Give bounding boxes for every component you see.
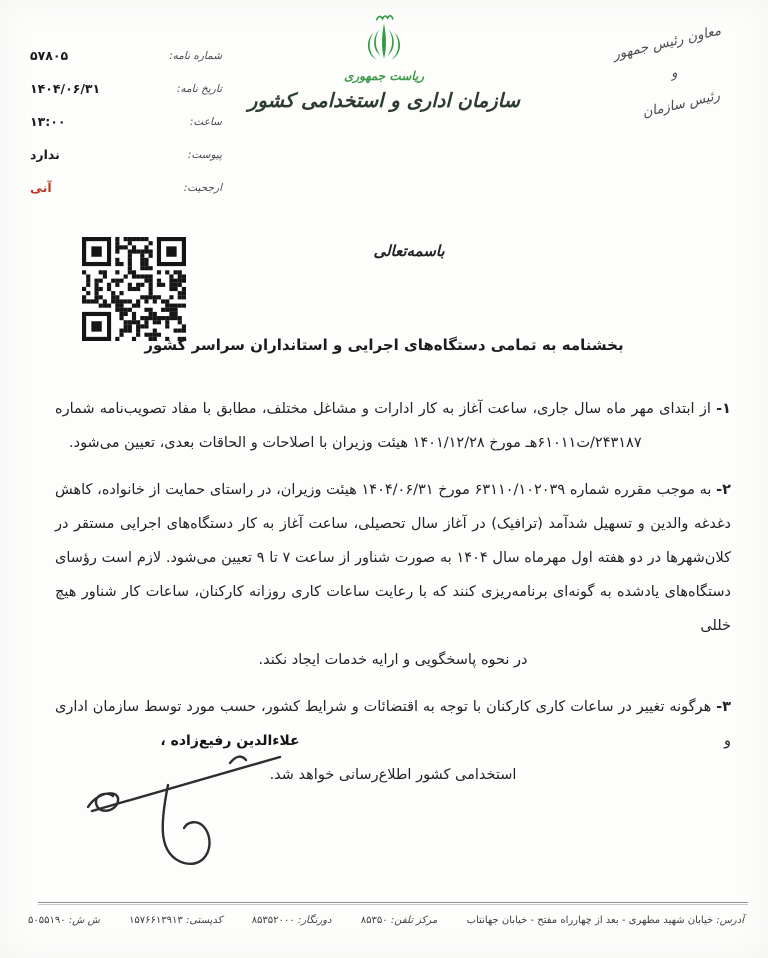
letterhead-center (234, 13, 534, 112)
bismillah-text: باسمه‌تعالی (373, 242, 445, 260)
meta-row-priority (30, 176, 230, 209)
footer-divider (38, 902, 748, 905)
footer-value: ۸۵۳۵۰ (360, 915, 388, 926)
role-line-1: معاون رئیس جمهور (611, 22, 723, 64)
meta-row-time (30, 110, 230, 143)
footer-value: ۵۰۵۵۱۹۰ (28, 915, 66, 926)
footer-value: خیابان شهید مطهری - بعد از چهارراه مفتح - خیابان جهانتاب (466, 915, 714, 926)
paragraph-line (55, 473, 731, 507)
meta-label: ساعت: (189, 116, 222, 128)
footer-phone-center (361, 915, 438, 926)
priority-value: آنی (30, 180, 52, 195)
footer-postal-code (129, 915, 222, 926)
signatory-name: علاءالدین رفیع‌زاده ، (160, 733, 300, 749)
paragraph-number: ۲- (716, 482, 731, 498)
paragraph-number: ۳- (716, 699, 732, 715)
letter-subject: بخشنامه به تمامی دستگاه‌های اجرایی و استانداران سراسر کشور (144, 336, 624, 354)
letter-time-value: ۱۳:۰۰ (30, 114, 66, 129)
meta-label: شماره نامه: (169, 50, 222, 62)
letter-number-value: ۵۷۸۰۵ (30, 48, 69, 63)
paragraph-line: دغدغه والدین و تسهیل شدآمد (ترافیک) در آغاز سال تحصیلی، ساعت آغاز به کار دستگاه‌های اجرایی مستقر در (55, 516, 731, 532)
handwritten-signature (80, 733, 290, 878)
footer-value: ۸۵۳۵۲۰۰۰ (251, 915, 295, 926)
iran-emblem-icon (362, 13, 406, 65)
meta-label: پیوست: (187, 149, 222, 161)
letter-date-value: ۱۴۰۴/۰۶/۳۱ (30, 81, 101, 96)
org-name: سازمان اداری و استخدامی کشور (248, 89, 520, 113)
paragraph-line-text: هرگونه تغییر در ساعات کاری کارکنان با توجه به اقتضائات و شرایط کشور، حسب مورد توسط سازمان اداری و (55, 699, 731, 749)
meta-row-date (30, 77, 230, 110)
attachment-value: ندارد (30, 147, 60, 162)
paragraph-1 (55, 392, 731, 460)
paragraph-line: در نحوه پاسخگویی و ارایه خدمات ایجاد نکند. (258, 652, 528, 668)
footer-label: دورنگار: (297, 915, 332, 926)
footer-label: کدپستی: (185, 915, 223, 926)
role-line-2: و (669, 65, 679, 82)
paragraph-line (55, 392, 731, 426)
meta-row-attachment (30, 143, 230, 176)
meta-row-number (30, 44, 230, 77)
meta-label: ارجحیت: (183, 182, 222, 194)
footer-label: آدرس: (716, 915, 744, 926)
paragraph-line: کلان‌شهرها در دو هفته اول مهرماه سال ۱۴۰۴ به صورت شناور از ساعت ۷ تا ۹ تعیین می‌شود. لازم است رؤسای (55, 550, 731, 566)
role-line-3: رئیس سازمان (640, 87, 722, 121)
paragraph-line-text: از ابتدای مهر ماه سال جاری، ساعت آغاز به کار ادارات و مشاغل مختلف، مطابق با مفاد تصویب‌نامه شماره (55, 401, 711, 417)
letter-meta-block (30, 44, 230, 209)
footer-registry-number (28, 915, 100, 926)
footer-value: ۱۵۷۶۶۱۳۹۱۳ (129, 915, 183, 926)
meta-label: تاریخ نامه: (176, 83, 222, 95)
signatory-role-block (587, 17, 761, 130)
qr-code (82, 237, 186, 341)
paragraph-line: دستگاه‌های یادشده به گونه‌ای برنامه‌ریزی کنند که با رعایت ساعات کاری روزانه کارکنان، ساعات کار شناور هیچ خللی (55, 584, 731, 634)
footer-address (467, 915, 744, 926)
paragraph-2 (55, 473, 731, 677)
footer-fax (252, 915, 332, 926)
footer-label: مرکز تلفن: (390, 915, 438, 926)
paragraph-line: استخدامی کشور اطلاع‌رسانی خواهد شد. (269, 767, 517, 783)
paragraph-number: ۱- (716, 401, 731, 417)
gov-title: ریاست جمهوری (343, 69, 425, 84)
footer-info-row (28, 915, 744, 926)
footer-label: ش ش: (68, 915, 100, 926)
paragraph-line-text: به موجب مقرره شماره ۶۳۱۱۰/۱۰۲۰۳۹ مورخ ۱۴۰۴/۰۶/۳۱ هیئت وزیران، در راستای حمایت از خانواده، کاهش (55, 482, 712, 498)
paragraph-line: ۲۴۳۱۸۷/ت۶۱۰۱۱هـ مورخ ۱۴۰۱/۱۲/۲۸ هیئت وزیران با اصلاحات و الحاقات بعدی، تعیین می‌شود. (69, 435, 642, 451)
